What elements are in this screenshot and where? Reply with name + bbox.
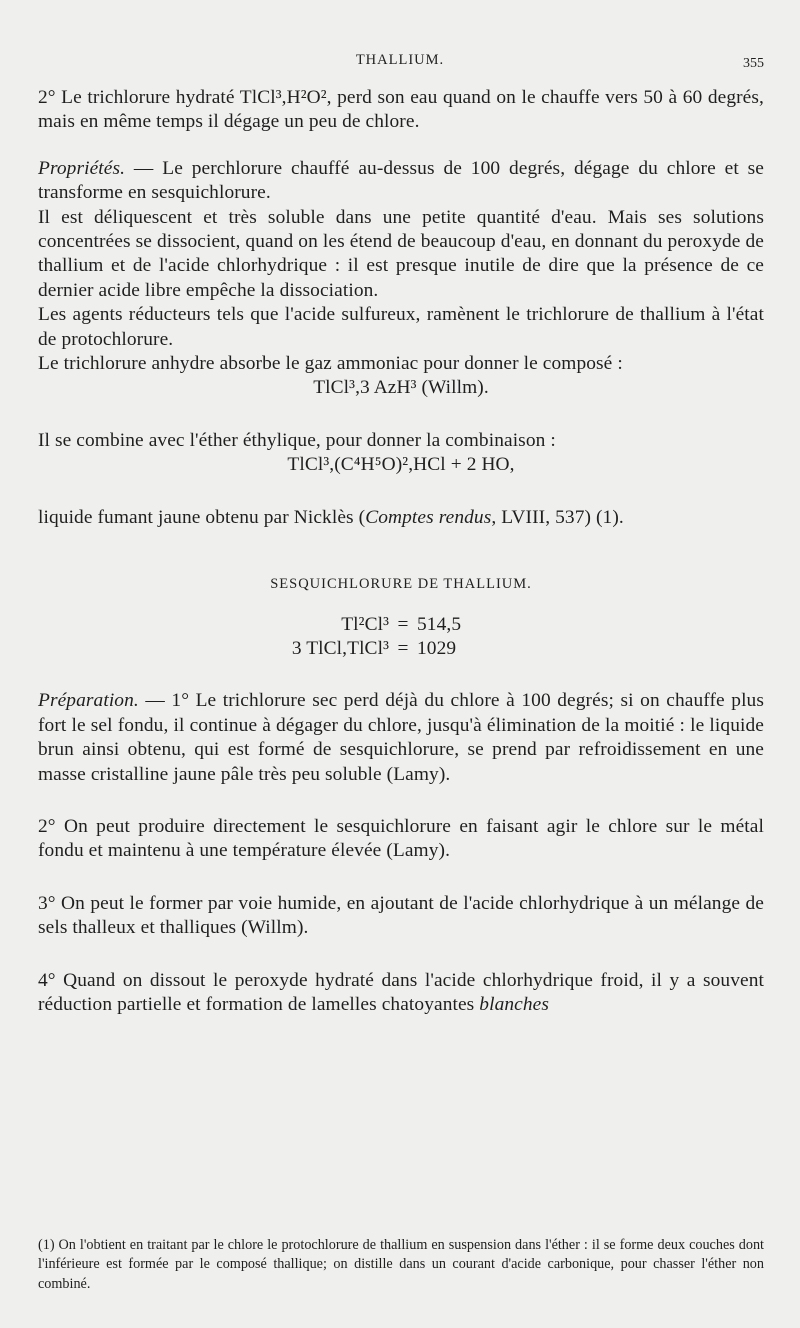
- page-number: 355: [743, 56, 764, 71]
- nickles-journal: Comptes rendus: [365, 506, 492, 528]
- equation-row: [281, 613, 521, 637]
- equation-sign: =: [397, 637, 409, 659]
- page-body: [38, 86, 764, 1017]
- paragraph-properties: [38, 157, 764, 206]
- preparation-4-italic: blanches: [479, 993, 550, 1015]
- nickles-pre: liquide fumant jaune obtenu par Nicklès (: [38, 506, 366, 528]
- equivalent-weights: [281, 613, 521, 662]
- formula-ether-compound: TlCl³,(C⁴H⁵O)²,HCl + 2 HO,: [287, 454, 515, 476]
- properties-text: — Le perchlorure chauffé au-dessus de 100 degrés, dégage du chlore et se transforme en sesquichlorure.: [38, 157, 764, 204]
- paragraph-preparation-2: 2° On peut produire directement le sesquichlorure en faisant agir le chlore sur le métal fondu et maintenu à une température élevée (Lamy).: [38, 815, 764, 862]
- paragraph-deliquescent: Il est déliquescent et très soluble dans une petite quantité d'eau. Mais ses solutions concentrées se dissocient, quand on les étend de beaucoup d'eau, en donnant du peroxyde de thallium et de l'acide chlorhydrique : il est presque inutile de dire que la présence de ce dernier acide libre empêche la dissociation.: [38, 206, 764, 301]
- paragraph-preparation-1: [38, 689, 764, 787]
- formula-ammonia-compound: TlCl³,3 AzH³ (Willm).: [313, 377, 489, 399]
- paragraph-nickles: [38, 506, 764, 530]
- running-title: THALLIUM.: [355, 52, 445, 68]
- equation-formula: Tl²Cl³: [341, 613, 389, 635]
- equation-value: 1029: [417, 637, 457, 659]
- page-header: [0, 52, 800, 76]
- paragraph-ether: Il se combine avec l'éther éthylique, pour donner la combinaison :: [38, 429, 556, 451]
- paragraph-reducing-agents: Les agents réducteurs tels que l'acide sulfureux, ramènent le trichlorure de thallium à l'état de protochlorure.: [38, 304, 764, 350]
- paragraph-preparation-3: 3° On peut le former par voie humide, en ajoutant de l'acide chlorhydrique à un mélange de sels thalleux et thalliques (Willm).: [38, 892, 764, 939]
- preparation-label: Préparation.: [38, 690, 139, 712]
- paragraph-preparation-4: [38, 969, 764, 1018]
- preparation-text: — 1° Le trichlorure sec perd déjà du chlore à 100 degrés; si on chauffe plus fort le sel fondu, il continue à dégager du chlore, jusqu'à élimination de la moitié : le liquide brun ainsi obtenu, qui est formé de sesquichlorure, se prend par refroidissement en une masse cristalline jaune pâle très peu soluble (Lamy).: [38, 690, 764, 785]
- properties-label: Propriétés.: [38, 157, 126, 179]
- nickles-post: , LVIII, 537) (1).: [491, 506, 624, 528]
- equation-value: 514,5: [417, 613, 462, 635]
- section-title: SESQUICHLORURE DE THALLIUM.: [270, 576, 532, 593]
- equation-row: [281, 637, 521, 661]
- equation-sign: =: [397, 613, 409, 635]
- equation-formula: 3 TlCl,TlCl³: [291, 637, 389, 659]
- paragraph-ammonia: Le trichlorure anhydre absorbe le gaz ammoniac pour donner le composé :: [38, 353, 623, 375]
- paragraph-hydrated-trichloride: 2° Le trichlorure hydraté TlCl³,H²O², perd son eau quand on le chauffe vers 50 à 60 degrés, mais en même temps il dégage un peu de chlore.: [38, 87, 764, 133]
- preparation-4-text: 4° Quand on dissout le peroxyde hydraté dans l'acide chlorhydrique froid, il y a souvent réduction partielle et formation de lamelles chatoyantes: [38, 969, 764, 1015]
- footnote: (1) On l'obtient en traitant par le chlore le protochlorure de thallium en suspension dans l'éther : il se forme deux couches dont l'inférieure est formée par le composé thallique; on distille dans un courant d'acide carbonique, pour chasser l'éther non combiné.: [38, 1237, 764, 1292]
